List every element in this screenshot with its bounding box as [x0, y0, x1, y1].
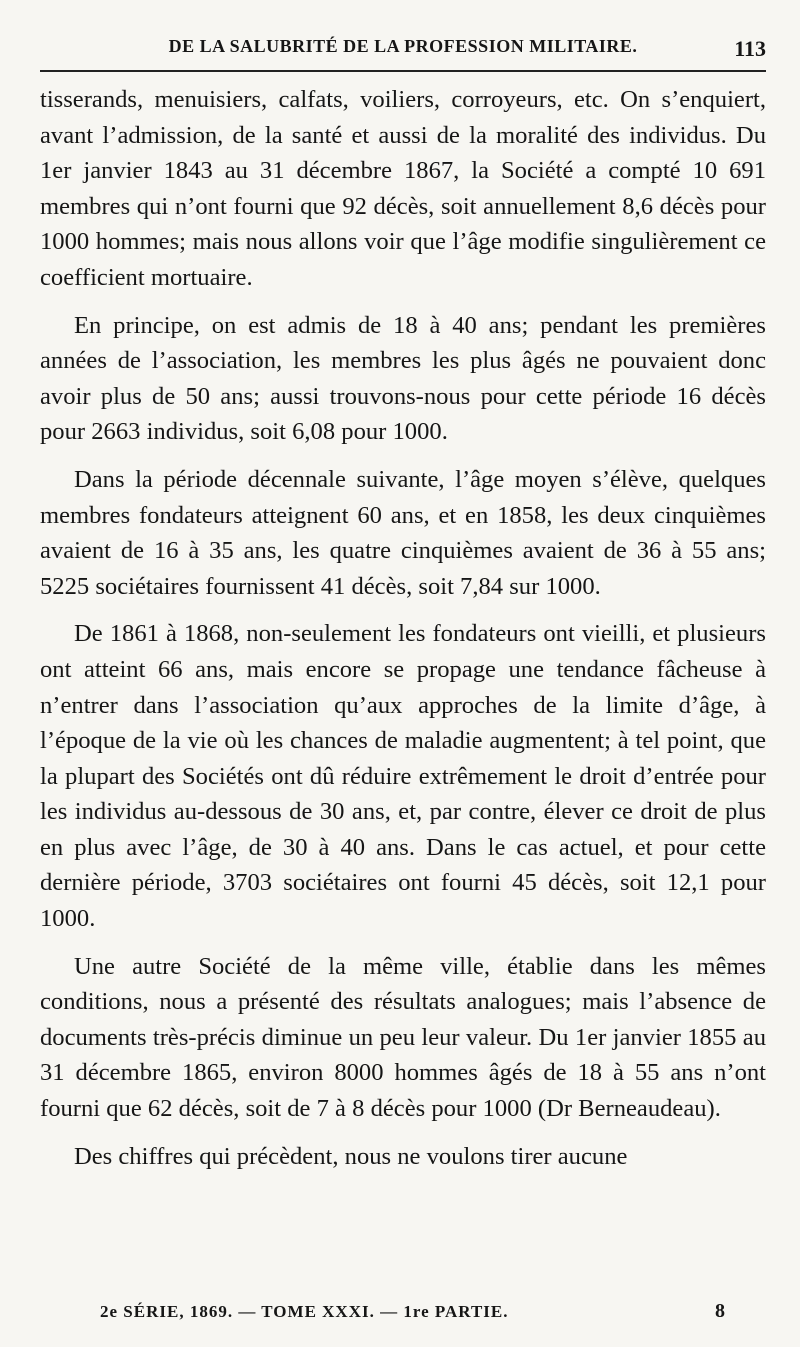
running-title: DE LA SALUBRITÉ DE LA PROFESSION MILITAIRE.	[168, 36, 638, 56]
paragraph-1: tisserands, menuisiers, calfats, voiliers, corroyeurs, etc. On s’enquiert, avant l’admission, de la santé et aussi de la moralité des individus. Du 1er janvier 1843 au 31 décembre 1867, la Société a compté 10 691 membres qui n’ont fourni que 92 décès, soit annuellement 8,6 décès pour 1000 hommes; mais nous allons voir que l’âge modifie singulièrement ce coefficient mortuaire.	[40, 86, 766, 291]
series-info: 2e SÉRIE, 1869. — TOME XXXI. — 1re PARTIE.	[100, 1302, 509, 1321]
paragraph-4: De 1861 à 1868, non-seulement les fondateurs ont vieilli, et plusieurs ont atteint 66 ans, mais encore se propage une tendance fâcheuse à n’entrer dans l’association qu’aux approches de la limite d’âge, à l’époque de la vie où les chances de maladie augmentent; à tel point, que la plupart des Sociétés ont dû réduire extrêmement le droit d’entrée pour les individus au-dessous de 30 ans, et, par contre, élever ce droit de plus en plus avec l’âge, de 30 à 40 ans. Dans le cas actuel, et pour cette dernière période, 3703 sociétaires ont fourni 45 décès, soit 12,1 pour 1000.	[40, 620, 766, 933]
page-header	[40, 36, 766, 72]
page-number: 113	[734, 36, 766, 61]
paragraph-3: Dans la période décennale suivante, l’âge moyen s’élève, quelques membres fondateurs atteignent 60 ans, et en 1858, les deux cinquièmes avaient de 16 à 35 ans, les quatre cinquièmes avaient de 36 à 55 ans; 5225 sociétaires fournissent 41 décès, soit 7,84 sur 1000.	[40, 465, 766, 600]
page-body	[40, 82, 766, 1174]
paragraph-2: En principe, on est admis de 18 à 40 ans; pendant les premières années de l’association, les membres les plus âgés ne pouvaient donc avoir plus de 50 ans; aussi trouvons-nous pour cette période 16 décès pour 2663 individus, soit 6,08 pour 1000.	[40, 311, 766, 446]
signature-mark: 8	[715, 1300, 726, 1322]
paragraph-5: Une autre Société de la même ville, établie dans les mêmes conditions, nous a présenté des résultats analogues; mais l’absence de documents très-précis diminue un peu leur valeur. Du 1er janvier 1855 au 31 décembre 1865, environ 8000 hommes âgés de 18 à 55 ans n’ont fourni que 62 décès, soit de 7 à 8 décès pour 1000 (Dr Berneaudeau).	[40, 952, 766, 1123]
paragraph-6: Des chiffres qui précèdent, nous ne voulons tirer aucune	[74, 1142, 628, 1170]
page-footer	[40, 1300, 766, 1323]
